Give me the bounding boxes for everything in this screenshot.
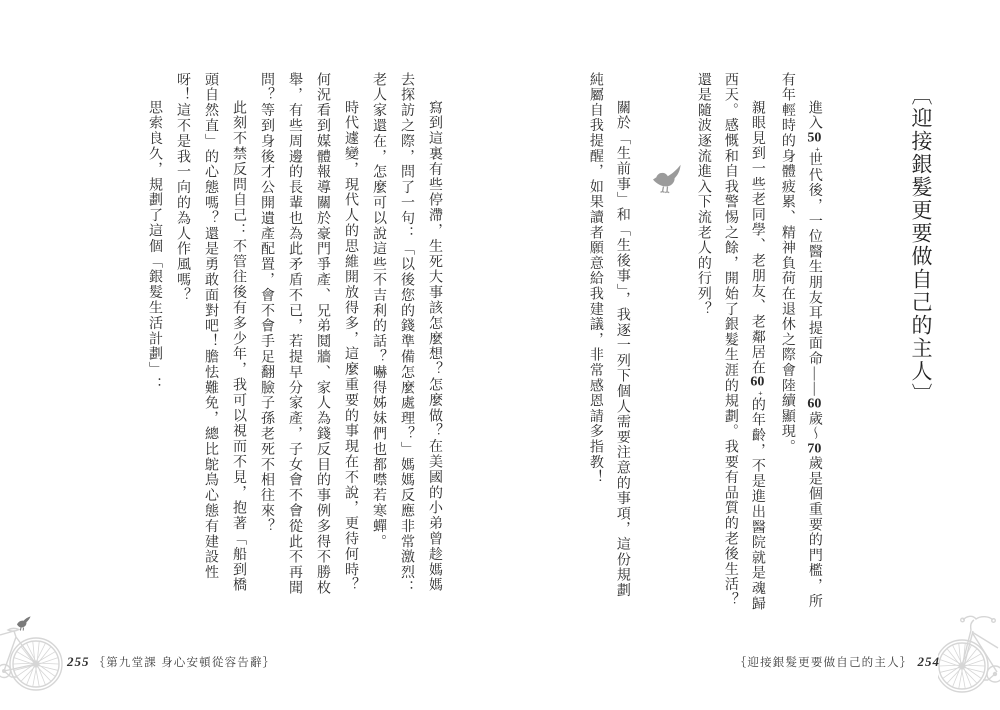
paragraph: 時代遽變，現代人的思維開放得多，這麼重要的事現在不說，更待何時？何況看到媒體報導關於豪門爭產、兄弟鬩牆、家人為錢反目的事例多得不勝枚舉，有些周邊的長輩也為此矛盾不已，若提早分家產，子女會不會從此不再聞問？等到身後才公開遺產配置，會不會手足翻臉子孫老死不相往來？ xyxy=(259,72,358,596)
left-page-body xyxy=(134,72,448,602)
running-title: ｛迎接銀髮更要做自己的主人｝ xyxy=(734,657,913,669)
page-number: 255 xyxy=(67,654,90,669)
running-title: ｛第九堂課 身心安頓從容告辭｝ xyxy=(93,657,276,669)
right-page-body xyxy=(579,72,831,612)
paragraph: 思索良久，規劃了這個「銀髮生活計劃」： xyxy=(147,100,162,393)
paragraph: 親眼見到一些老同學、老朋友、老鄰居在60+的年齡，不是進出醫院就是魂歸西天。感慨和自我警惕之餘，開始了銀髮生涯的規劃。我要有品質的老後生活？還是隨波逐流進入下流老人的行列？ xyxy=(695,72,765,612)
paragraph: 此刻不禁反問自己：不管往後有多少年，我可以視而不見，抱著「船到橋頭自然直」的心態嗎？還是勇敢面對吧！膽怯難免，總比鴕鳥心態有建設性呀！這不是我一向的為人作風嗎？ xyxy=(175,72,246,593)
bird-icon xyxy=(648,158,686,196)
bicycle-icon-right xyxy=(938,610,1000,698)
paragraph: 關於「生前事」和「生後事」，我逐一列下個人需要注意的事項，這份規劃純屬自我提醒，如果讀者願意給我建議，非常感恩請多指教！ xyxy=(587,72,630,598)
footer-right xyxy=(735,653,940,671)
paragraph: 寫到這裏有些停滯，生死大事該怎麼想？怎麼做？在美國的小弟曾趁媽媽去探訪之際，問了一句：「以後您的錢準備怎麼處理？」媽媽反應非常激烈：老人家還在，怎麼可以說這些不吉利的話？嚇得姊妹們也都噤若寒蟬。 xyxy=(371,72,442,596)
bicycle-icon-left xyxy=(0,613,64,695)
footer-left xyxy=(67,653,275,671)
page-number: 254 xyxy=(917,654,940,669)
chapter-title: 〔迎接銀髮更要做自己的主人〕 xyxy=(909,84,933,406)
paragraph: 進入50+世代後，一位醫生朋友耳提面命——60歲〜70歲是個重要的門檻，所有年輕時的身體疲累、精神負荷在退休之際會陸續顯現。 xyxy=(779,72,822,609)
